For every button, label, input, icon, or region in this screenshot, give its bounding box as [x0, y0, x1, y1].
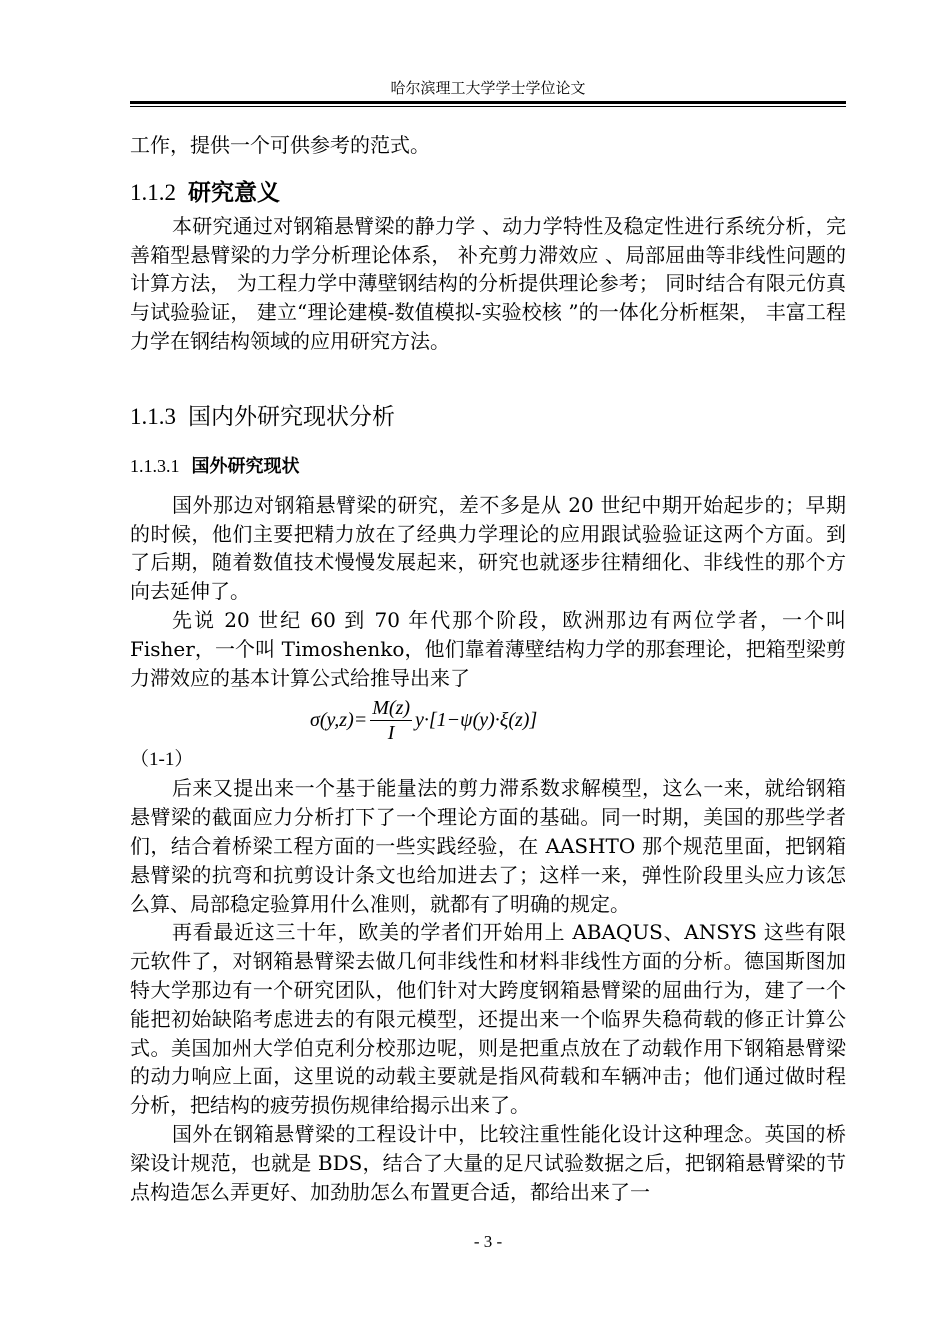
subsection-number: 1.1.3.1 — [130, 455, 180, 476]
section-title: 研究意义 — [188, 179, 280, 206]
section-title: 国内外研究现状分析 — [188, 403, 395, 430]
equation-rhs: y·[1−ψ(y)·ξ(z)] — [415, 708, 538, 731]
equation-fraction — [370, 696, 412, 745]
fraction-denominator: I — [387, 721, 395, 744]
body-paragraph: 先说 20 世纪 60 到 70 年代那个阶段，欧洲那边有两位学者，一个叫 Fisher，一个叫 Timoshenko，他们靠着薄壁结构力学的那套理论，把箱型梁剪力滞效应的基本计算公式给推导出来了 — [130, 607, 846, 690]
running-header: 哈尔滨理工大学学士学位论文 — [390, 79, 586, 97]
section-number: 1.1.2 — [130, 179, 176, 205]
fraction-numerator: M(z) — [372, 696, 411, 719]
body-paragraph: 后来又提出来一个基于能量法的剪力滞系数求解模型，这么一来，就给钢箱悬臂梁的截面应力分析打下了一个理论方面的基础。同一时期，美国的那些学者们，结合着桥梁工程方面的一些实践经验，在 AASHTO 那个规范里面，把钢箱悬臂梁的抗弯和抗剪设计条文也给加进去了；这样一来，弹性阶段里头应力该怎么算、局部稳定验算用什么准则，就都有了明确的规定。 — [130, 776, 846, 916]
subsection-title: 国外研究现状 — [191, 455, 300, 477]
equation-1-1 — [130, 694, 846, 746]
header-rule-thin — [130, 106, 846, 107]
body-paragraph: 国外那边对钢箱悬臂梁的研究，差不多是从 20 世纪中期开始起步的；早期的时候，他们主要把精力放在了经典力学理论的应用跟试验验证这两个方面。到了后期，随着数值技术慢慢发展起来，研究也就逐步往精细化、非线性的那个方向去延伸了。 — [130, 492, 846, 604]
section-heading-1-1-3 — [130, 400, 846, 434]
page-body — [130, 131, 846, 1206]
equation-number: （1-1） — [130, 749, 194, 771]
section-heading-1-1-2 — [130, 176, 846, 210]
body-paragraph: 本研究通过对钢箱悬臂梁的静力学 、动力学特性及稳定性进行系统分析，完善箱型悬臂梁的力学分析理论体系， 补充剪力滞效应 、局部屈曲等非线性问题的计算方法， 为工程力学中薄壁钢结构的分析提供理论参考； 同时结合有限元仿真与试验验证， 建立“理论建模-数值模拟-实验校核 ”的一体化分析框架， 丰富工程力学在钢结构领域的应用研究方法。 — [130, 213, 846, 353]
body-paragraph: 再看最近这三十年，欧美的学者们开始用上 ABAQUS、ANSYS 这些有限元软件了，对钢箱悬臂梁去做几何非线性和材料非线性方面的分析。德国斯图加特大学那边有一个研究团队，他们针对大跨度钢箱悬臂梁的屈曲行为，建了一个能把初始缺陷考虑进去的有限元模型，还提出来一个临界失稳荷载的修正计算公式。美国加州大学伯克利分校那边呢，则是把重点放在了动载作用下钢箱悬臂梁的动力响应上面，这里说的动载主要就是指风荷载和车辆冲击；他们通过做时程分析，把结构的疲劳损伤规律给揭示出来了。 — [130, 920, 846, 1118]
equation-expression — [310, 694, 537, 746]
subsection-heading-1-1-3-1 — [130, 452, 846, 481]
body-paragraph: 国外在钢箱悬臂梁的工程设计中，比较注重性能化设计这种理念。英国的桥梁设计规范，也就是 BDS，结合了大量的足尺试验数据之后，把钢箱悬臂梁的节点构造怎么弄更好、加劲肋怎么布置更合适，都给出来了一 — [130, 1121, 846, 1204]
section-number: 1.1.3 — [130, 403, 176, 429]
page-number: - 3 - — [473, 1232, 503, 1251]
continued-paragraph: 工作，提供一个可供参考的范式。 — [130, 133, 430, 157]
equation-lhs: σ(y,z)= — [310, 708, 368, 731]
header-rule-thick — [130, 101, 846, 104]
